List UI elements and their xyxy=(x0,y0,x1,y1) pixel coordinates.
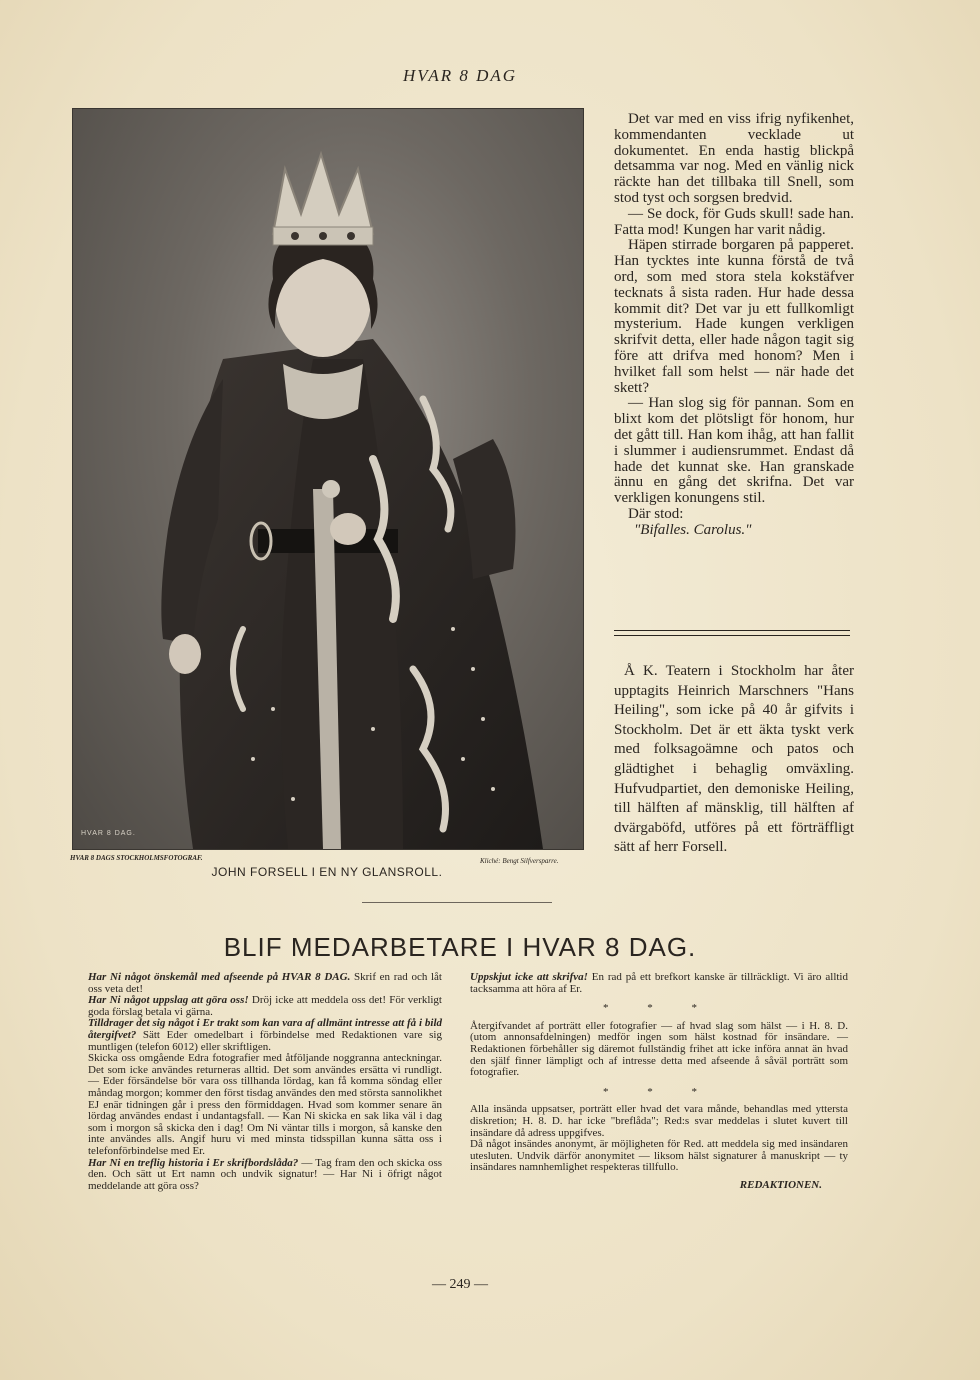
story-paragraph: Där stod: xyxy=(628,505,684,522)
portrait-illustration xyxy=(73,109,583,849)
engraver-credit: Kliché: Bengt Silfversparre. xyxy=(480,857,559,865)
appeal-paragraph: Tilldrager det sig något i Er trakt som kan vara af allmänt intresse att få i bild återgifvet? Sätt Eder omedelbart i förbindelse med Redaktionen vare sig muntligen (telefon 6012) eller skriftligen. xyxy=(88,1017,442,1053)
appeal-right-column xyxy=(470,972,848,1192)
appeal-paragraph: Har Ni något önskemål med afseende på HVAR 8 DAG. Skrif en rad och låt oss veta det! xyxy=(88,971,442,995)
story-signature: "Bifalles. Carolus." xyxy=(634,521,752,538)
theatre-notice xyxy=(614,662,854,858)
section-divider xyxy=(614,630,850,636)
appeal-headline: BLIF MEDARBETARE I HVAR 8 DAG. xyxy=(223,932,697,962)
appeal-paragraph: Har Ni något uppslag att göra oss! Dröj icke att meddela oss det! För verkligt goda förslag betala vi gärna. xyxy=(88,994,442,1018)
star-separator: * * * xyxy=(603,1085,715,1098)
story-paragraph: — Han slog sig för pannan. Som en blixt kom det plötsligt för honom, hur det gått till. Han kom ihåg, att han fallit i slummer i audiensrummet. Endast då hade det kunnat ske. Han granskade ännu en gång det skrifna. Det var verkligen konungens stil. xyxy=(614,395,854,507)
appeal-paragraph: Alla insända uppsatser, porträtt eller hvad det vara månde, behandlas med yttersta diskretion; H. 8. D. har icke "breflåda"; Red:s svar meddelas i slutet kuvert till insändare då adress uppgifves. xyxy=(470,1103,848,1139)
notice-text: Å K. Teatern i Stockholm har åter upptagits Heinrich Marschners "Hans Heiling", som icke på 40 år gifvits i Stockholm. Det är ett äkta tyskt verk med folksagoämne och patos och glädtighet i behaglig omväxling. Hufvudpartiet, den demoniske Heiling, till hälften af mänsklig, till hälften af dvärgaböfd, utföres på ett förträffligt sätt af herr Forsell. xyxy=(614,663,854,856)
appeal-paragraph: Återgifvandet af porträtt eller fotografier — af hvad slag som hälst — i H. 8. D. (utom annonsafdelningen) medför ingen som hälst kostnad för insändare. — Redaktionen förbehåller sig däremot fullständig frihet att icke införa annat än hvad den själf finner lämpligt och af intresse detta med afseende å såväl porträtt som fotografier. xyxy=(470,1019,848,1079)
page-number: — 249 — xyxy=(432,1277,488,1292)
headline-rule xyxy=(362,902,552,903)
star-separator: * * * xyxy=(603,1002,715,1015)
appeal-paragraph: Har Ni en treflig historia i Er skrifbordslåda? — Tag fram den och skicka oss den. Och sätt ut Ert namn och undvik signatur! — Har Ni i öfrigt något meddelande att göra oss? xyxy=(88,1156,442,1192)
appeal-left-column xyxy=(88,972,442,1192)
story-paragraph: Häpen stirrade borgaren på papperet. Han tycktes inte kunna förstå de två ord, som med stora stela kokstäfver tecknats å sista raden. Hur hade dessa kommit dit? Det var ju ett fullkomligt mysterium. Hade kungen verkligen skrifvit detta, eller hade någon tagit sig före att drifva med honom? Men i hvilket fall som helst — när hade det skett? xyxy=(614,237,854,396)
portrait-photo xyxy=(72,108,584,850)
appeal-paragraph: Uppskjut icke att skrifva! En rad på ett brefkort kanske är tillräckligt. Vi äro alltid tacksamma att höra af Er. xyxy=(470,971,848,995)
photographer-credit: HVAR 8 DAGS STOCKHOLMSFOTOGRAF. xyxy=(70,854,203,862)
photo-caption: JOHN FORSELL I EN NY GLANSROLL. xyxy=(211,865,443,879)
appeal-paragraph: Då något insändes anonymt, är möjligheten för Red. att meddela sig med insändaren utesluten. Undvik därför anonymitet — liksom hälst signaturer å manuskript — ty insändares namnhemlighet respekteras tillfullo. xyxy=(470,1138,848,1174)
editorial-signoff: REDAKTIONEN. xyxy=(739,1178,822,1191)
running-title: HVAR 8 DAG xyxy=(402,66,518,85)
story-paragraph: Det var med en viss ifrig nyfikenhet, kommendanten vecklade ut dokumentet. En enda hastig blickpå detsamma var nog. Med en vänlig nick räckte han det tillbaka till Snell, som stod tyst och sorgsen bredvid. xyxy=(614,111,854,206)
appeal-paragraph: Skicka oss omgående Edra fotografier med åtföljande noggranna anteckningar. Det som icke användes returneras alltid. Det som användes ersätta vi rundligt. — Eder försändelse bör vara oss tillhanda lördag, kan få komma söndag eller måndag morgon; kommer den först tisdag användes den med största sannolikhet EJ enär tidningen går i press den förmiddagen. Hvad som kommer senare än lördag användes endast i undantagsfall. — Kan Ni skicka en sak lika väl i dag som i morgon så skicka den i dag! Om Ni väntar tills i morgon, så kanske den inte användes alls. Angif huru vi med minsta tidsspillan kunna sätta oss i telefonförbindelse med Er. xyxy=(88,1052,442,1157)
story-column xyxy=(614,112,854,539)
photo-watermark: HVAR 8 DAG. xyxy=(81,830,136,837)
story-paragraph: — Se dock, för Guds skull! sade han. Fatta mod! Kungen har varit nådig. xyxy=(614,205,854,238)
